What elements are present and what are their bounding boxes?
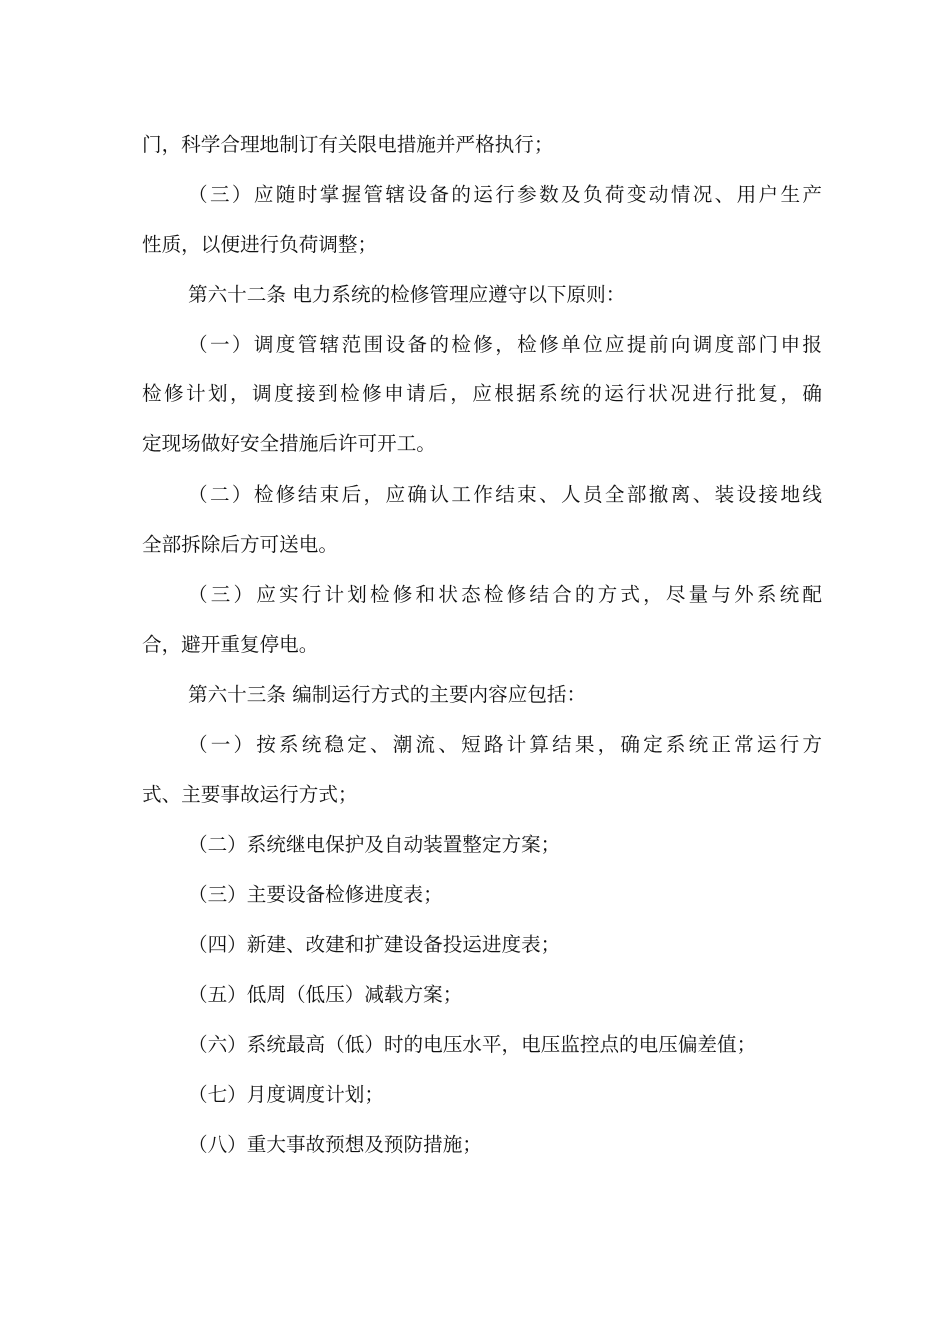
text-line: 性质，以便进行负荷调整； [142,233,378,256]
text-line: （三）应随时掌握管辖设备的运行参数及负荷变动情况、用户生产 [188,183,822,206]
text-line: 合，避开重复停电。 [142,633,319,656]
text-line: 式、主要事故运行方式； [142,783,358,806]
list-item: （八）重大事故预想及预防措施； [188,1133,482,1156]
list-item: （五）低周（低压）减载方案； [188,983,463,1006]
text-line: 定现场做好安全措施后许可开工。 [142,432,436,455]
text-line: （三）应实行计划检修和状态检修结合的方式，尽量与外系统配 [188,583,822,606]
list-item: （二）系统继电保护及自动装置整定方案； [188,833,561,856]
article-heading: 第六十三条 编制运行方式的主要内容应包括： [188,683,587,706]
text-line: 检修计划，调度接到检修申请后，应根据系统的运行状况进行批复，确 [142,382,822,405]
text-line: （二）检修结束后，应确认工作结束、人员全部撤离、装设接地线 [188,483,822,506]
list-item: （四）新建、改建和扩建设备投运进度表； [188,933,561,956]
list-item: （三）主要设备检修进度表； [188,883,443,906]
text-line: 全部拆除后方可送电。 [142,533,338,556]
text-line: （一）按系统稳定、潮流、短路计算结果，确定系统正常运行方 [188,733,822,756]
list-item: （七）月度调度计划； [188,1083,384,1106]
text-line: （一）调度管辖范围设备的检修，检修单位应提前向调度部门申报 [188,333,822,356]
article-heading: 第六十二条 电力系统的检修管理应遵守以下原则： [188,283,626,306]
text-line: 门，科学合理地制订有关限电措施并严格执行； [142,133,554,156]
list-item: （六）系统最高（低）时的电压水平，电压监控点的电压偏差值； [188,1033,757,1056]
